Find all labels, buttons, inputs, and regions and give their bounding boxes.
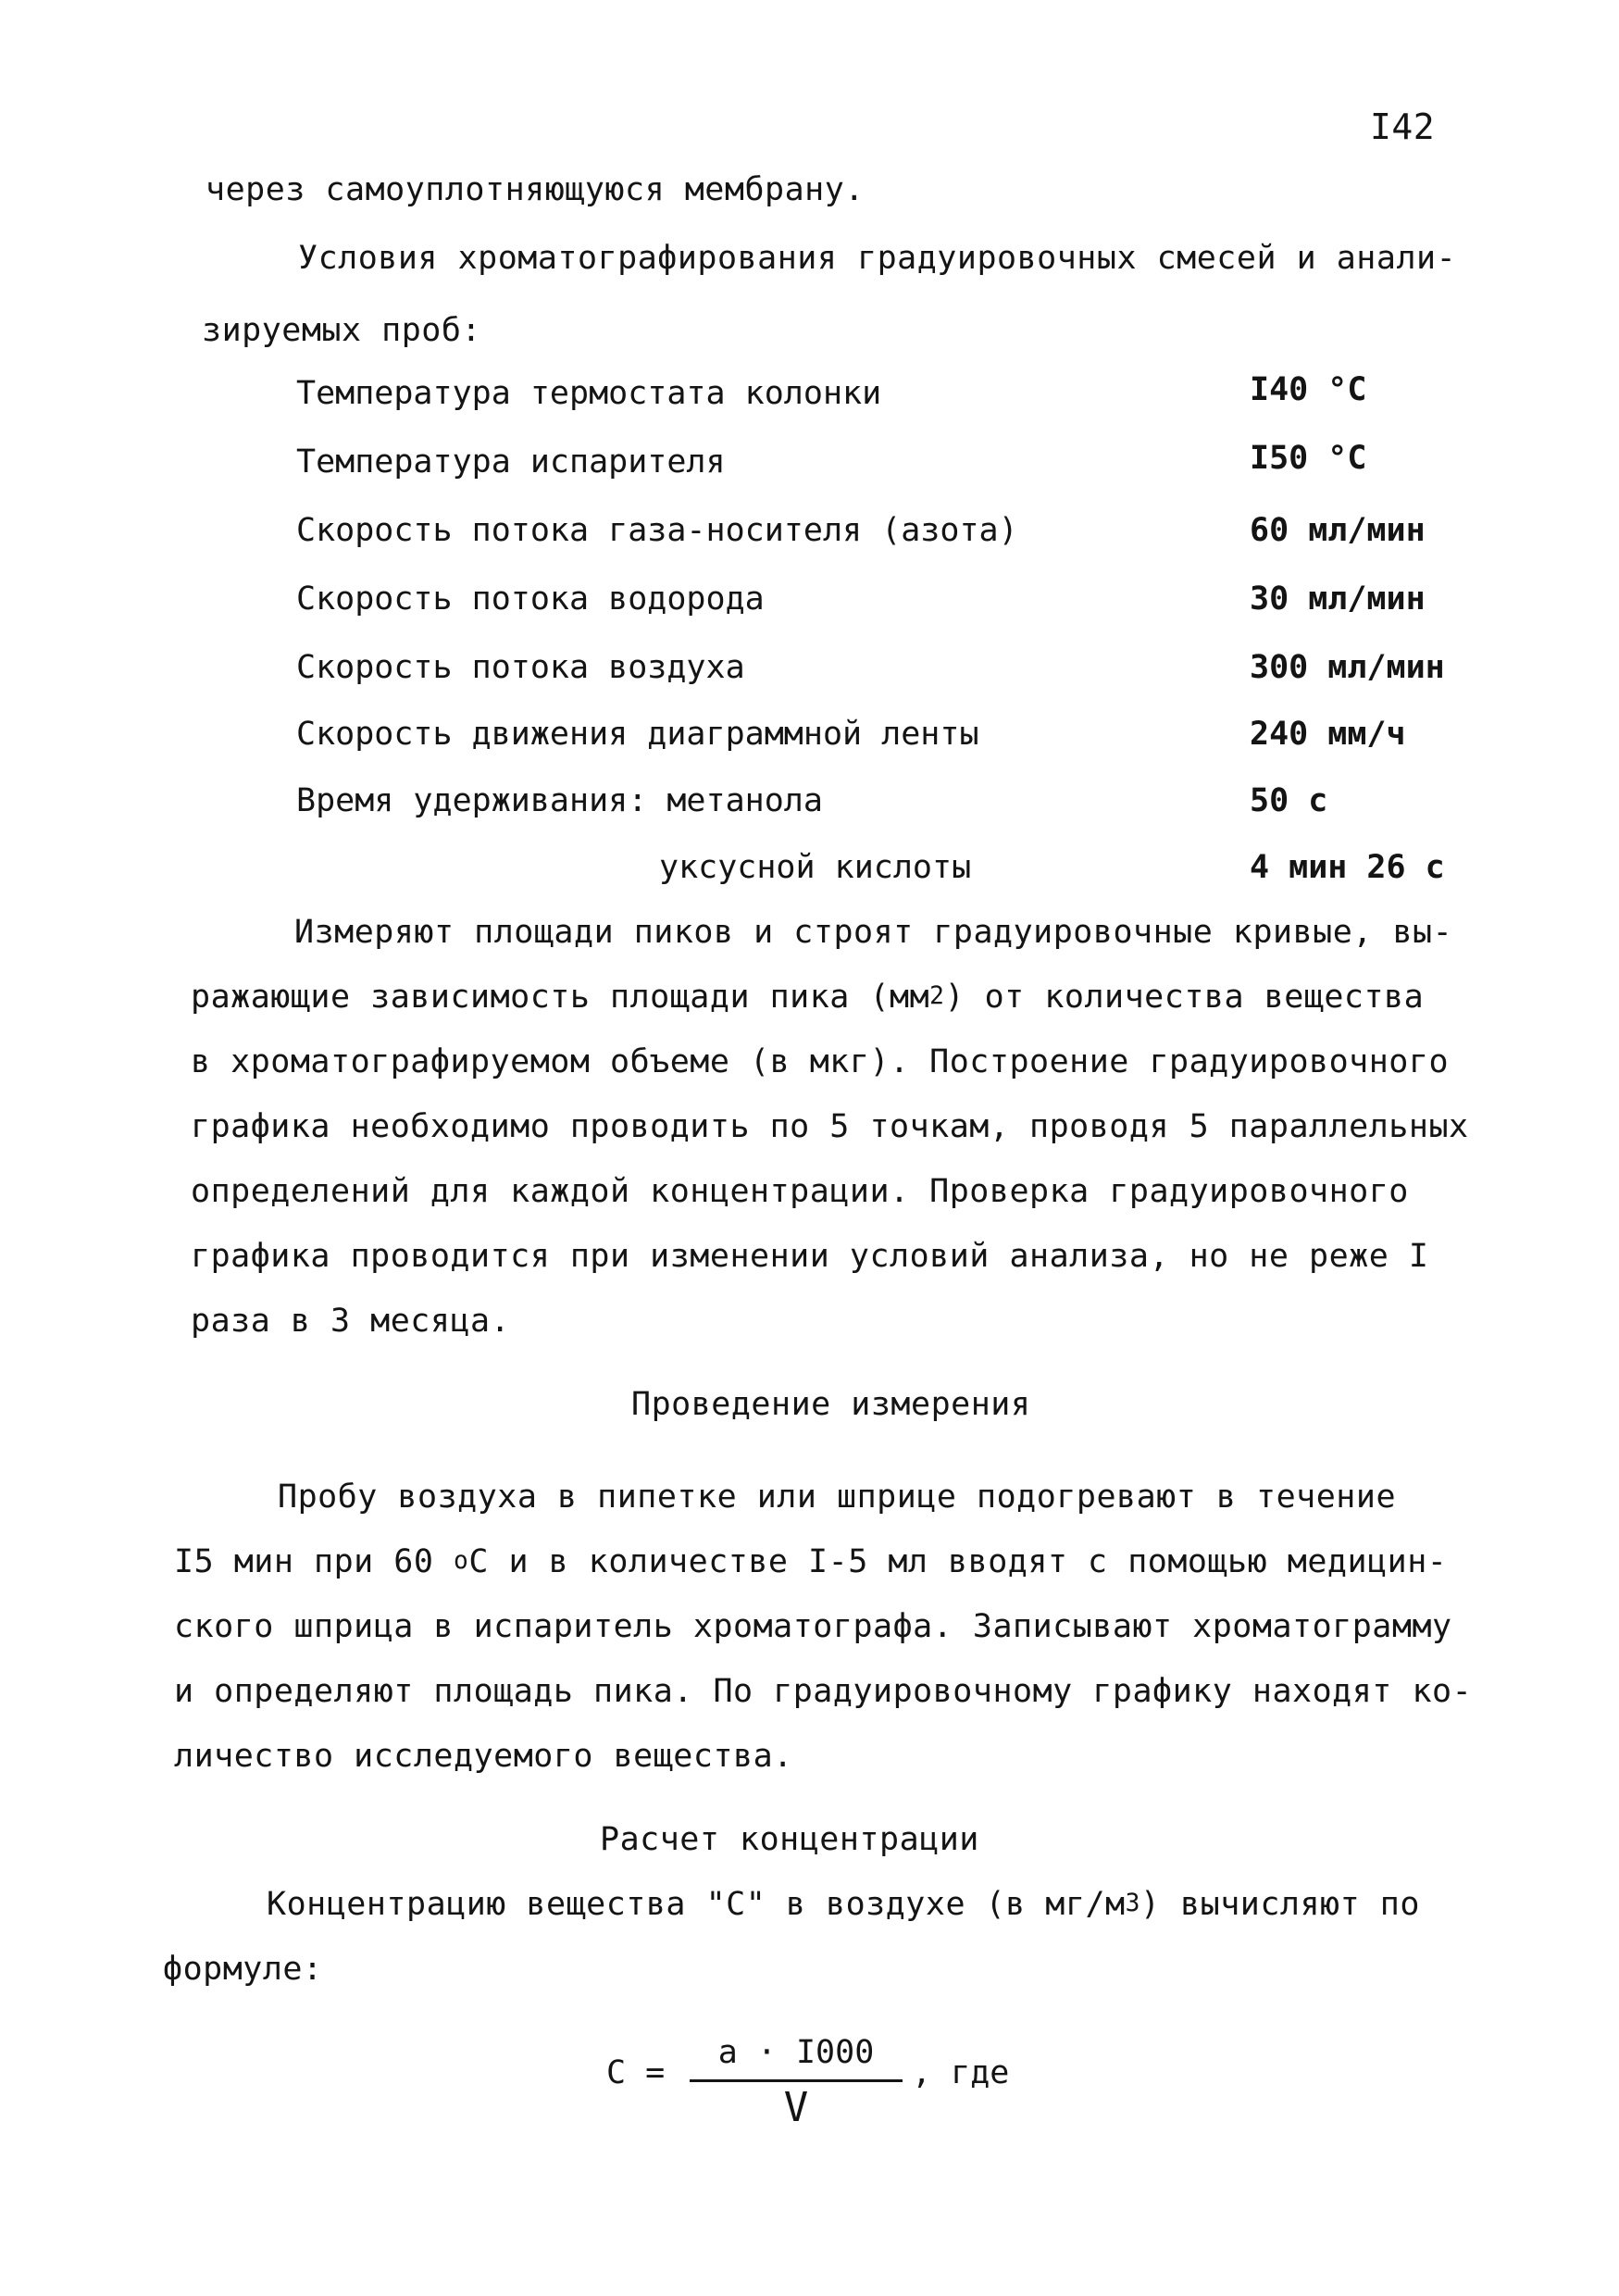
paragraph-line: определений для каждой концентрации. Проверка градуировочного (191, 1173, 1409, 1210)
conditions-intro-line-2: зируемых проб: (202, 312, 482, 349)
formula-denominator: V (783, 2084, 809, 2131)
paragraph-line: Измеряют площади пиков и строят градуировочные кривые, вы- (294, 914, 1453, 951)
formula-numerator: а · I000 (717, 2034, 875, 2071)
condition-value: 60 мл/мин (1250, 512, 1426, 549)
condition-label: Скорость движения диаграммной ленты (296, 716, 979, 753)
paragraph-line: графика необходимо проводить по 5 точкам, проводя 5 параллельных (191, 1108, 1469, 1145)
conditions-intro-line-1: Условия хроматографирования градуировочных смесей и анали- (298, 240, 1457, 277)
text-run: Концентрацию вещества "С" в воздухе (в мг/м (267, 1886, 1126, 1923)
superscript: о (454, 1547, 469, 1576)
condition-value: I40 °C (1250, 371, 1367, 408)
condition-label: Скорость потока воздуха (296, 649, 745, 686)
paragraph-line (174, 1543, 1448, 1580)
condition-value: I50 °C (1250, 440, 1367, 477)
condition-value: 300 мл/мин (1250, 649, 1445, 686)
condition-label: Скорость потока водорода (296, 580, 765, 618)
section-heading-measurement: Проведение измерения (631, 1386, 1031, 1423)
text-run: I5 мин при 60 (174, 1543, 455, 1580)
text-run: ражающие зависимость площади пика (мм (191, 979, 930, 1016)
paragraph-line (267, 1886, 1420, 1923)
condition-label: Время удерживания: метанола (296, 782, 823, 819)
paragraph-line: ского шприца в испаритель хроматографа. Записывают хроматограмму (174, 1608, 1452, 1645)
text-run: С и в количестве I-5 мл вводят с помощью медицин- (468, 1543, 1448, 1580)
condition-label: Температура испарителя (296, 443, 726, 480)
formula-fraction (690, 2034, 903, 2131)
condition-label: уксусной кислоты (659, 849, 972, 886)
concentration-formula (606, 2034, 1069, 2148)
paragraph-line: раза в 3 месяца. (191, 1303, 511, 1340)
intro-line: через самоуплотняющуюся мембрану. (205, 171, 865, 208)
condition-label: Скорость потока газа-носителя (азота) (296, 512, 1018, 549)
paragraph-line: в хроматографируемом объеме (в мкг). Построение градуировочного (191, 1043, 1450, 1080)
paragraph-line: Пробу воздуха в пипетке или шприце подогревают в течение (278, 1479, 1397, 1516)
paragraph-line: личество исследуемого вещества. (174, 1738, 793, 1775)
page-number: I42 (1370, 106, 1436, 147)
superscript: 2 (929, 982, 945, 1011)
paragraph-line: и определяют площадь пика. По градуировочному графику находят ко- (174, 1673, 1473, 1710)
paragraph-line (191, 981, 1424, 1014)
text-run: ) вычисляют по (1140, 1886, 1420, 1923)
condition-value: 240 мм/ч (1250, 716, 1406, 753)
condition-value: 30 мл/мин (1250, 580, 1426, 618)
fraction-bar (690, 2079, 903, 2082)
condition-value: 4 мин 26 с (1250, 849, 1445, 886)
paragraph-line: формуле: (163, 1951, 323, 1988)
formula-suffix: , где (912, 2054, 1010, 2091)
superscript: 3 (1125, 1890, 1140, 1918)
condition-value: 50 с (1250, 782, 1328, 819)
section-heading-calculation: Расчет концентрации (600, 1821, 979, 1858)
text-run: ) от количества вещества (944, 979, 1425, 1016)
paragraph-line: графика проводится при изменении условий анализа, но не реже I (191, 1238, 1429, 1275)
formula-lhs: С = (606, 2054, 666, 2091)
condition-label: Температура термостата колонки (296, 375, 882, 412)
